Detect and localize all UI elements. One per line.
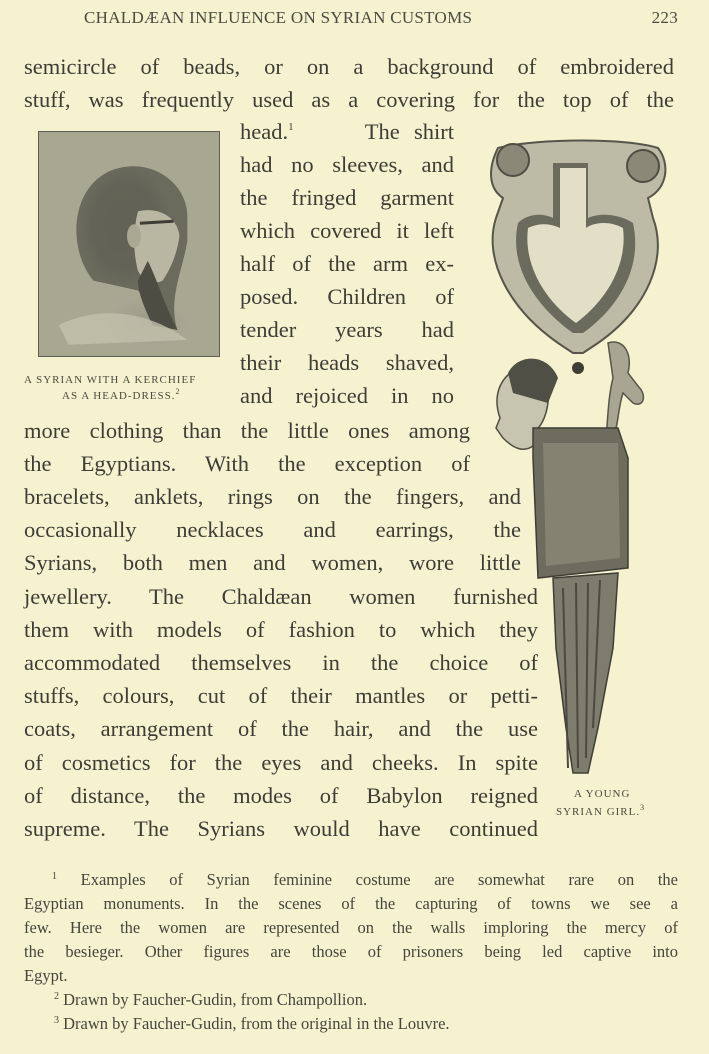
footnote-marker: 2	[54, 991, 59, 1002]
body-line: and rejoiced in no	[240, 383, 454, 408]
footnote-marker: 1	[52, 871, 57, 882]
body-line	[240, 115, 454, 148]
body-text: The shirt	[364, 119, 454, 144]
footnote-ref: 2	[175, 387, 181, 396]
footnote-text: Drawn by Faucher-Gudin, from Champollion.	[63, 990, 368, 1009]
body-line: them with models of fashion to which they	[24, 617, 538, 642]
body-line: occasionally necklaces and earrings, the	[24, 517, 521, 542]
body-line: stuff, was frequently used as a covering for the top of the	[24, 87, 674, 112]
body-line: more clothing than the little ones among	[24, 418, 470, 443]
body-line: accommodated themselves in the choice of	[24, 650, 538, 675]
footnote-3	[54, 1012, 708, 1036]
footnote-text: Examples of Syrian feminine costume are somewhat rare on the	[80, 870, 679, 889]
figure-caption	[62, 387, 181, 402]
body-line: bracelets, anklets, rings on the fingers, and	[24, 484, 521, 509]
footnote-marker: 3	[54, 1015, 59, 1026]
body-line: Syrians, both men and women, wore little	[24, 550, 521, 575]
body-line: tender years had	[240, 317, 454, 342]
figure-young-syrian-girl	[478, 128, 678, 778]
body-line: the Egyptians. With the exception of	[24, 451, 470, 476]
body-line: stuffs, colours, cut of their mantles or petti-	[24, 683, 538, 708]
footnote-1-line: the besieger. Other figures are those of prisoners being led captive into	[24, 942, 678, 961]
running-title: CHALDÆAN INFLUENCE ON SYRIAN CUSTOMS	[84, 8, 473, 27]
page-number: 223	[651, 8, 678, 27]
footnote-1-line: few. Here the women are represented on the walls imploring the mercy of	[24, 918, 678, 937]
figure-syrian-kerchief	[38, 131, 220, 357]
body-line: semicircle of beads, or on a background of embroidered	[24, 54, 674, 79]
body-line: had no sleeves, and	[240, 152, 454, 177]
body-line: half of the arm ex-	[240, 251, 454, 276]
footnote-1-line	[52, 868, 678, 892]
body-line: of distance, the modes of Babylon reigned	[24, 783, 538, 808]
body-line: posed. Children of	[240, 284, 454, 309]
footnote-2	[54, 988, 708, 1012]
body-line: coats, arrangement of the hair, and the use	[24, 716, 538, 741]
body-line: which covered it left	[240, 218, 454, 243]
caption-text: SYRIAN GIRL.	[556, 806, 641, 818]
body-line: of cosmetics for the eyes and cheeks. In spite	[24, 750, 538, 775]
syrian-girl-mirror-illustration	[478, 128, 678, 778]
kerchief-head-illustration	[39, 132, 219, 356]
body-line: jewellery. The Chaldæan women furnished	[24, 584, 538, 609]
figure-caption: A SYRIAN WITH A KERCHIEF	[24, 374, 197, 386]
caption-text: AS A HEAD-DRESS.	[62, 390, 176, 402]
footnote-ref: 1	[288, 121, 294, 133]
footnote-ref: 3	[640, 803, 646, 812]
footnote-1-line: Egypt.	[24, 966, 68, 985]
body-text: head.	[240, 119, 289, 144]
body-line: supreme. The Syrians would have continued	[24, 816, 538, 841]
body-line: the fringed garment	[240, 185, 454, 210]
footnote-text: Drawn by Faucher-Gudin, from the original in the Louvre.	[63, 1014, 450, 1033]
figure-caption: A YOUNG	[574, 788, 631, 800]
body-line: their heads shaved,	[240, 350, 454, 375]
figure-caption	[556, 803, 646, 818]
footnote-1-line: Egyptian monuments. In the scenes of the capturing of towns we see a	[24, 894, 678, 913]
